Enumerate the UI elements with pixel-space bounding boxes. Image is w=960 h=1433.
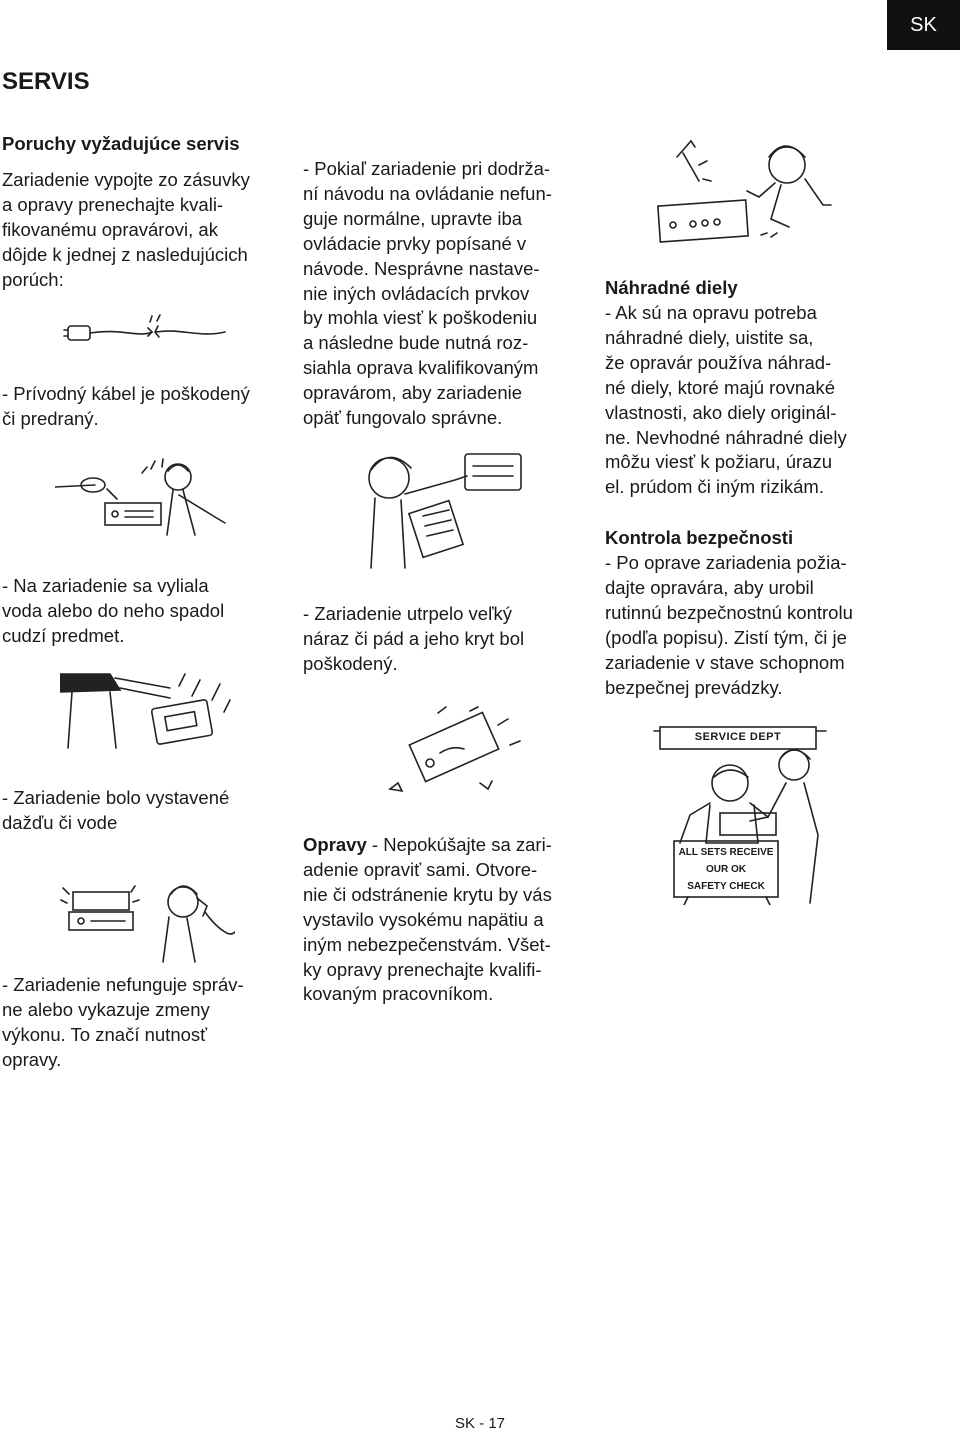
fault-rain-text: - Zariadenie bolo vystavené dažďu či vode	[2, 787, 230, 833]
fault-cable-text: - Prívodný kábel je poškodený či predraný.	[2, 383, 250, 429]
safety-check-text: - Po oprave zariadenia požia- dajte opravára, aby urobil rutinnú bezpečnostnú kontrolu (podľa popisu). Zistí tým, či je zariadenie v stave schopnom bezpečnej prevádzky.	[605, 552, 853, 698]
faults-intro: Zariadenie vypojte zo zásuvky a opravy prenechajte kvali- fikovanému opravárovi, ak dôjde k jednej z nasledujúcich porúch:	[2, 169, 250, 290]
repairs-text: - Nepokúšajte sa zari- adenie opraviť sami. Otvore- nie či odstránenie krytu by vás vystavilo vysokému napätiu a iným nebezpečenstvám. Všet- ky opravy prenechajte kvalifi- kovaným pracovníkom.	[303, 834, 552, 1005]
page-title: SERVIS	[2, 68, 90, 95]
water-spill-illustration	[55, 455, 235, 545]
dropped-device-illustration	[380, 705, 530, 800]
repairs-label: Opravy	[303, 834, 367, 855]
page-number: SK - 17	[454, 1415, 506, 1432]
spare-parts-heading: Náhradné diely	[605, 277, 738, 298]
safety-board-line3: SAFETY CHECK	[687, 881, 765, 892]
service-dept-sign: SERVICE DEPT	[694, 731, 782, 743]
fault-controls-text: - Pokiaľ zariadenie pri dodržа- ní návodu na ovládanie nefun- guje normálne, upravte iba ovládacie prvky popísané v návode. Nesprávne nastave- nie iných ovládacích prvkov by mohla viesť k poškodeniu a následne bude nutná roz- siahla oprava kvalifikovaným opravárom, aby zariadenie opäť fungovalo správne.	[303, 158, 552, 429]
rain-exposure-illustration	[60, 670, 240, 750]
language-badge: SK	[887, 0, 960, 50]
fault-impact-text: - Zariadenie utrpelo veľký náraz či pád a jeho kryt bol poškodený.	[303, 603, 525, 674]
shock-hazard-illustration	[655, 135, 835, 247]
repairs-paragraph	[303, 833, 598, 1007]
adjusting-controls-illustration	[355, 450, 535, 570]
service-dept-illustration	[650, 725, 840, 905]
faults-heading: Poruchy vyžadujúce servis	[2, 133, 240, 154]
safety-board-line2: OUR OK	[706, 864, 746, 875]
fault-liquid-text: - Na zariadenie sa vyliala voda alebo do neho spadol cudzí predmet.	[2, 575, 225, 646]
damaged-cable-illustration	[60, 312, 230, 352]
spare-parts-text: - Ak sú na opravu potreba náhradné diely, uistite sa, že opravár používa náhrad- né diely, ktoré majú rovnaké vlastnosti, ako diely originál- ne. Nevhodné náhradné diely môžu viesť k požiaru, úrazu el. prúdom či iným rizikám.	[605, 302, 847, 498]
malfunction-illustration	[55, 872, 235, 967]
fault-performance-text: - Zariadenie nefunguje správ- ne alebo vykazuje zmeny výkonu. To značí nutnosť opravy.	[2, 974, 244, 1070]
safety-board-line1: ALL SETS RECEIVE	[678, 847, 774, 858]
safety-check-heading: Kontrola bezpečnosti	[605, 527, 794, 548]
